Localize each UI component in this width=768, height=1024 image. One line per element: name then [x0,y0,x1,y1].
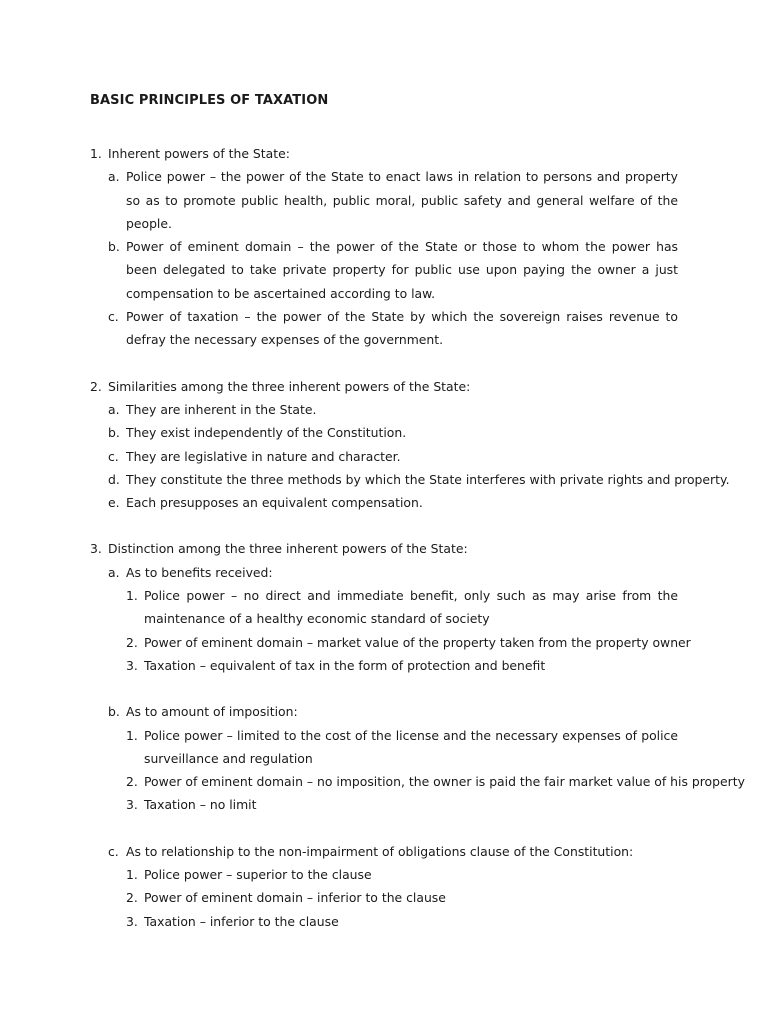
list-item-marker: 3. [126,913,138,929]
section-marker: 1. [90,146,102,161]
list-item [0,863,768,886]
list-item-marker: c. [108,448,119,464]
section-marker: 3. [90,541,102,557]
list-item-text: Taxation – inferior to the clause [144,913,339,929]
subsection-marker: a. [108,564,120,580]
list-item-text: They constitute the three methods by which the State interferes with private rights and property. [126,471,730,487]
subsection-benefits [0,561,768,677]
list-item [0,770,768,793]
subsection-heading-text: As to amount of imposition: [126,704,298,720]
list-item-text: Police power – superior to the clause [144,867,372,883]
list-item-text: Each presupposes an equivalent compensation. [126,495,423,511]
subsection-heading-text: As to benefits received: [126,564,273,580]
subsection-heading [0,561,768,584]
list-item [108,165,678,235]
list-item [0,468,768,491]
list-item-text: Police power – no direct and immediate benefit, only such as may arise from the maintenance of a healthy economic standard of society [144,588,678,627]
list-item-text: They are inherent in the State. [126,401,317,417]
section-heading [0,537,768,560]
list-item-text: Taxation – no limit [144,797,257,813]
subsection-heading-text: As to relationship to the non-impairment of obligations clause of the Constitution: [126,843,634,859]
section-heading-text: Similarities among the three inherent powers of the State: [108,378,471,394]
list-item-marker: b. [108,239,120,255]
list-item-marker: 1. [126,867,138,883]
list-item-marker: 3. [126,797,138,813]
section-heading [0,142,768,165]
section-similarities [0,375,768,515]
subsection-marker: b. [108,704,120,720]
subsection-heading [0,700,768,723]
list-item-text: Police power – limited to the cost of the license and the necessary expenses of police surveillance and regulation [144,727,678,766]
list-item-marker: e. [108,495,120,511]
list-item-text: Police power – the power of the State to enact laws in relation to persons and property so as to promote public health, public moral, public safety and general welfare of the people. [126,169,678,231]
list-item-text: They exist independently of the Constitution. [126,425,407,441]
list-item-marker: 2. [126,890,138,906]
subsection-marker: c. [108,843,119,859]
list-item-marker: c. [108,309,119,325]
section-distinctions [0,537,768,932]
list-item-text: Taxation – equivalent of tax in the form of protection and benefit [144,657,546,673]
list-item [0,398,768,421]
list-item [0,445,768,468]
list-item [126,724,678,771]
list-item-marker: 2. [126,774,138,790]
list-item [0,886,768,909]
list-item [108,235,678,305]
list-item-marker: 1. [126,727,138,743]
list-item [0,793,768,816]
list-item-text: Power of eminent domain – market value of the property taken from the property owner [144,634,691,650]
list-item-marker: 3. [126,657,138,673]
list-item-marker: a. [108,169,120,185]
list-item-text: They are legislative in nature and character. [126,448,401,464]
list-item-marker: b. [108,425,120,441]
list-item-marker: d. [108,471,120,487]
subsection-imposition [0,700,768,816]
list-item-text: Power of eminent domain – the power of the State or those to whom the power has been delegated to take private property for public use upon paying the owner a just compensation to be ascertained according to law. [126,239,678,301]
document-body [0,142,768,956]
section-heading [0,375,768,398]
list-item-text: Power of eminent domain – no imposition, the owner is paid the fair market value of his property [144,774,745,790]
list-item [108,305,678,352]
subsection-heading [0,840,768,863]
list-item-marker: 1. [126,588,138,604]
section-heading-text: Distinction among the three inherent powers of the State: [108,541,468,557]
list-item [0,491,768,514]
document-title: BASIC PRINCIPLES OF TAXATION [90,93,329,108]
list-item-marker: a. [108,401,120,417]
section-heading-text: Inherent powers of the State: [108,146,290,161]
list-item [0,654,768,677]
list-item [126,584,678,631]
list-item [0,631,768,654]
subsection-non-impairment [0,840,768,933]
list-item [0,421,768,444]
list-item [0,910,768,933]
section-marker: 2. [90,378,102,394]
section-inherent-powers [0,142,768,352]
list-item-marker: 2. [126,634,138,650]
list-item-text: Power of eminent domain – inferior to the clause [144,890,446,906]
list-item-text: Power of taxation – the power of the State by which the sovereign raises revenue to defray the necessary expenses of the government. [126,309,678,348]
